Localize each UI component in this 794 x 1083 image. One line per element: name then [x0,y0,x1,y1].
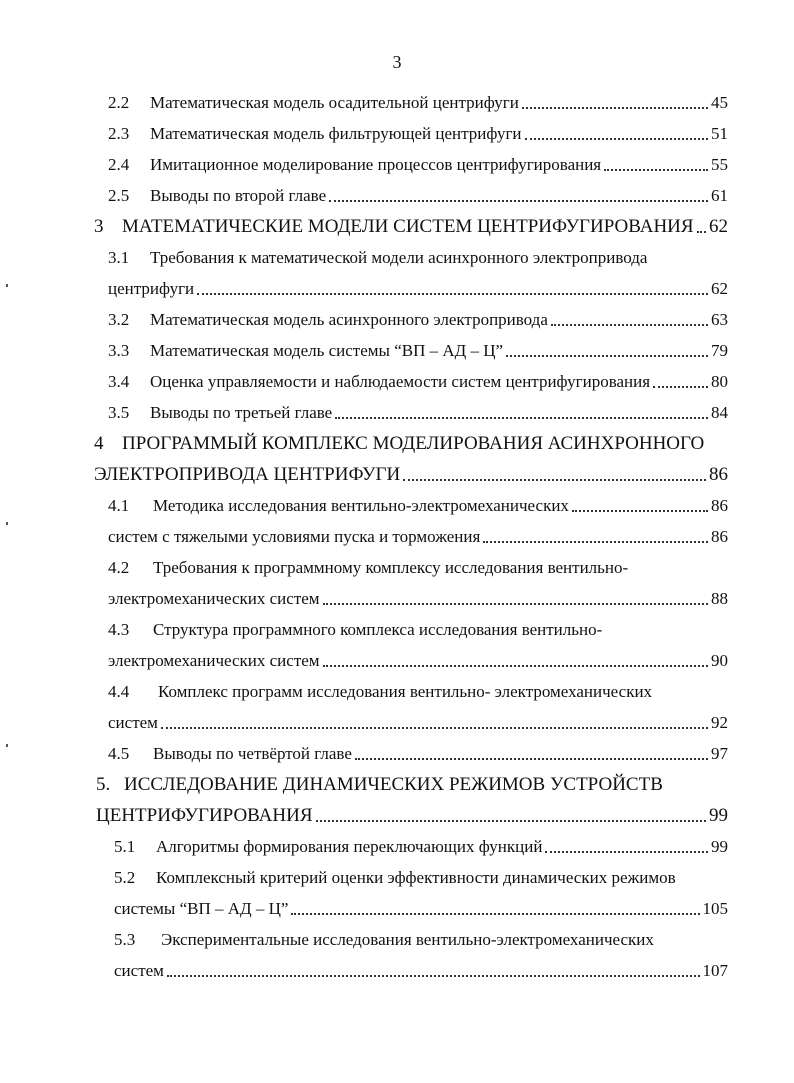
dot-leader [323,602,708,605]
toc-entry-3-4 [108,367,728,393]
toc-entry-page: 84 [711,403,728,422]
toc-entry-5-3-line1 [114,925,728,951]
toc-entry-title: Алгоритмы формирования переключающих функций [156,837,543,856]
toc-entry-title-continued: ЦЕНТРИФУГИРОВАНИЯ [96,805,313,826]
scan-mark [6,522,8,525]
toc-entry-page: 79 [711,341,728,360]
toc-entry-page: 63 [711,310,728,329]
toc-entry-4-4-line2 [108,708,728,734]
toc-entry-number: 2.2 [108,93,130,112]
toc-entry-4-3-line2 [108,646,728,672]
dot-leader [161,726,708,729]
dot-leader [545,850,708,853]
toc-entry-title: Выводы по четвёртой главе [153,744,352,763]
toc-entry-page: 80 [711,372,728,391]
toc-entry-5-1 [114,832,728,858]
toc-entry-3-3 [108,336,728,362]
toc-entry-title: Математическая модель осадительной центрифуги [150,93,519,112]
toc-entry-2-4 [108,150,728,176]
toc-entry-4-1-line1 [108,491,728,517]
toc-entry-title: Математическая модель системы “ВП – АД – Ц” [150,341,504,360]
dot-leader [355,757,708,760]
toc-entry-number: 3.2 [108,310,130,329]
toc-entry-number: 4.5 [108,744,130,763]
dot-leader [572,509,708,512]
toc-entry-number: 3.4 [108,372,130,391]
toc-entry-title: Экспериментальные исследования вентильно-электромеханических [161,930,654,949]
toc-entry-page: 62 [711,279,728,298]
toc-entry-page: 61 [711,186,728,205]
toc-entry-title: Структура программного комплекса исследования вентильно- [153,620,603,639]
toc-entry-title-continued: систем с тяжелыми условиями пуска и торможения [108,527,481,546]
toc-entry-4-1-line2 [108,522,728,548]
dot-leader [551,323,708,326]
toc-entry-5-2-line1 [114,863,728,889]
toc-entry-page: 55 [711,155,728,174]
dot-leader [323,664,708,667]
toc-entry-title-continued: системы “ВП – АД – Ц” [114,899,289,918]
toc-entry-number: 3.3 [108,341,130,360]
dot-leader [604,168,708,171]
toc-entry-number: 4.4 [108,682,130,701]
toc-entry-number: 5.1 [114,837,136,856]
dot-leader [525,137,708,140]
toc-entry-title: Требования к математической модели асинхронного электропривода [150,248,648,267]
toc-entry-title: Комплекс программ исследования вентильно- электромеханических [158,682,653,701]
toc-entry-title: Оценка управляемости и наблюдаемости систем центрифугирования [150,372,651,391]
toc-entry-4-3-line1 [108,615,728,641]
toc-chapter-5-line1 [96,770,728,796]
toc-entry-number: 2.4 [108,155,130,174]
page-number: 3 [392,52,402,72]
toc-entry-page: 107 [702,961,728,980]
toc-entry-2-3 [108,119,728,145]
toc-chapter-4-line1 [94,429,728,455]
toc-entry-title: Требования к программному комплексу исследования вентильно- [153,558,629,577]
toc-entry-number: 3.5 [108,403,130,422]
toc-chapter-5-line2 [96,801,728,827]
toc-entry-page: 45 [711,93,728,112]
toc-entry-number: 3.1 [108,248,130,267]
dot-leader [522,106,708,109]
toc-entry-3-5 [108,398,728,424]
toc-entry-number: 5.2 [114,868,136,887]
toc-entry-title: Математическая модель асинхронного электропривода [150,310,548,329]
toc-entry-4-2-line1 [108,553,728,579]
toc-entry-title: Комплексный критерий оценки эффективности динамических режимов [156,868,676,887]
toc-entry-title: Методика исследования вентильно-электромеханических [153,496,569,515]
toc-entry-page: 99 [709,805,728,826]
dot-leader [403,478,706,481]
dot-leader [483,540,708,543]
dot-leader [506,354,708,357]
toc-entry-4-5 [108,739,728,765]
toc-entry-4-4-line1 [108,677,728,703]
toc-entry-title-continued: систем [108,713,158,732]
dot-leader [167,974,700,977]
toc-entry-page: 99 [711,837,728,856]
toc-entry-number: 5. [96,774,111,795]
toc-entry-5-3-line2 [114,956,728,982]
toc-entry-4-2-line2 [108,584,728,610]
toc-entry-3-1-line2 [108,274,728,300]
toc-entry-number: 4.3 [108,620,130,639]
toc-entry-number: 5.3 [114,930,136,949]
toc-entry-number: 3 [94,216,104,237]
toc-entry-number: 4 [94,433,104,454]
toc-entry-title-continued: электромеханических систем [108,589,320,608]
toc-entry-title: Математическая модель фильтрующей центрифуги [150,124,522,143]
toc-entry-number: 4.1 [108,496,130,515]
dot-leader [697,230,706,233]
toc-entry-page: 51 [711,124,728,143]
toc-entry-title-continued: электромеханических систем [108,651,320,670]
dot-leader [653,385,708,388]
toc-chapter-4-line2 [94,460,728,486]
toc-entry-2-5 [108,181,728,207]
toc-entry-2-2 [108,88,728,114]
toc-entry-page: 90 [711,651,728,670]
toc-entry-page: 86 [709,464,728,485]
toc-entry-page: 86 [711,527,728,546]
dot-leader [329,199,708,202]
toc-entry-number: 2.3 [108,124,130,143]
toc-entry-title: Имитационное моделирование процессов центрифугирования [150,155,602,174]
scan-mark [6,284,8,287]
toc-entry-page: 88 [711,589,728,608]
scan-mark [6,744,8,747]
toc-entry-title: Выводы по второй главе [150,186,327,205]
dot-leader [335,416,708,419]
toc-entry-3-2 [108,305,728,331]
toc-entry-title-continued: ЭЛЕКТРОПРИВОДА ЦЕНТРИФУГИ [94,464,401,485]
dot-leader [197,292,708,295]
toc-entry-title: ИССЛЕДОВАНИЕ ДИНАМИЧЕСКИХ РЕЖИМОВ УСТРОЙСТВ [124,774,663,795]
toc-entry-title: Выводы по третьей главе [150,403,333,422]
toc-entry-number: 4.2 [108,558,130,577]
toc-entry-page: 105 [702,899,728,918]
dot-leader [316,819,707,822]
toc-entry-3-1-line1 [108,243,728,269]
toc-entry-page: 62 [709,216,728,237]
toc-chapter-3 [94,212,728,238]
toc-entry-page: 86 [711,496,728,515]
dot-leader [291,912,699,915]
toc-entry-5-2-line2 [114,894,728,920]
toc-entry-title: МАТЕМАТИЧЕСКИЕ МОДЕЛИ СИСТЕМ ЦЕНТРИФУГИРОВАНИЯ [122,216,694,237]
toc-entry-page: 92 [711,713,728,732]
toc-entry-number: 2.5 [108,186,130,205]
toc-entry-title: ПРОГРАММЫЙ КОМПЛЕКС МОДЕЛИРОВАНИЯ АСИНХРОННОГО [122,433,705,454]
toc-entry-title-continued: центрифуги [108,279,195,298]
toc-entry-page: 97 [711,744,728,763]
toc-entry-title-continued: систем [114,961,164,980]
